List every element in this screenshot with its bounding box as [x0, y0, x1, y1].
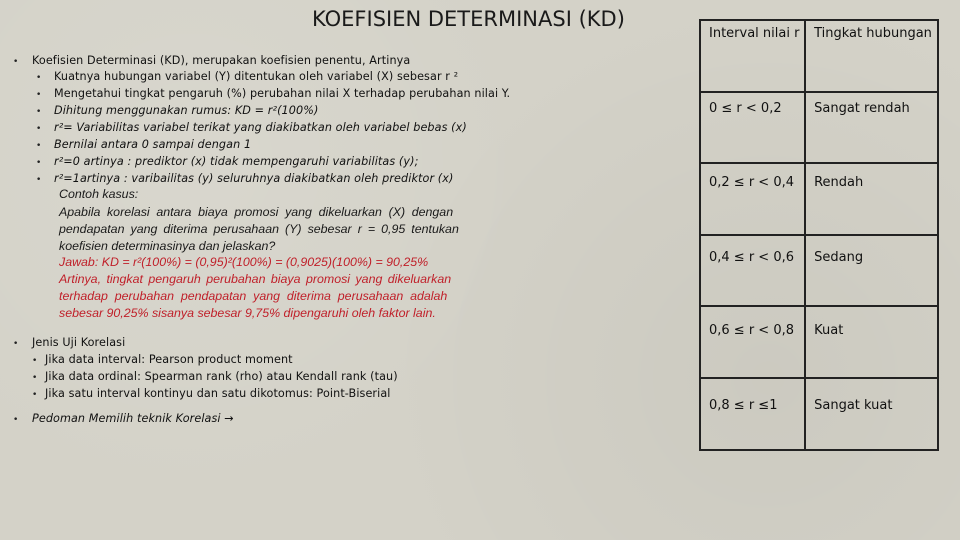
section1-bullet: r²= Variabilitas variabel terikat yang diakibatkan oleh variabel bebas (x) [54, 121, 467, 134]
example-question-line: Apabila korelasi antara biaya promosi yang dikeluarkan (X) dengan [59, 205, 454, 219]
section2-bullet: Jika satu interval kontinyu dan satu dikotomus: Point-Biserial [45, 387, 391, 400]
example-answer-line: Artinya, tingkat pengaruh perubahan biaya promosi yang dikeluarkan [59, 272, 452, 286]
page-title: KOEFISIEN DETERMINASI (KD) [312, 7, 625, 31]
bullet-dot: • [13, 415, 19, 425]
correlation-interval-table [699, 19, 939, 451]
table-header-cell: Interval nilai r [700, 20, 805, 92]
table-cell-level: Sangat kuat [805, 378, 938, 450]
table-header-cell: Tingkat hubungan [805, 20, 938, 92]
table-row [700, 235, 938, 307]
example-question-line: koefisien determinasinya dan jelaskan? [59, 239, 276, 253]
table-cell-interval: 0,6 ≤ r < 0,8 [700, 306, 805, 378]
bullet-dot: • [36, 107, 42, 117]
table-header-row [700, 20, 938, 92]
bullet-dot: • [36, 141, 42, 151]
bullet-dot: • [36, 175, 42, 185]
bullet-dot: • [36, 73, 42, 83]
bullet-dot: • [13, 57, 19, 67]
table-cell-level: Kuat [805, 306, 938, 378]
section1-bullet: r²=1artinya : varibailitas (y) seluruhnya diakibatkan oleh prediktor (x) [54, 172, 454, 185]
section1-bullet: Mengetahui tingkat pengaruh (%) perubahan nilai X terhadap perubahan nilai Y. [54, 87, 511, 100]
bullet-dot: • [32, 356, 38, 366]
section1-bullet: Bernilai antara 0 sampai dengan 1 [54, 138, 252, 151]
example-answer-line: Jawab: KD = r²(100%) = (0,95)²(100%) = (0,9025)(100%) = 90,25% [59, 255, 429, 269]
table-cell-interval: 0,2 ≤ r < 0,4 [700, 163, 805, 235]
section2-bullet: Jika data ordinal: Spearman rank (rho) atau Kendall rank (tau) [45, 370, 398, 383]
example-question-line: pendapatan yang diterima perusahaan (Y) sebesar r = 0,95 tentukan [59, 222, 459, 236]
table-row [700, 306, 938, 378]
table-cell-level: Rendah [805, 163, 938, 235]
table-cell-interval: 0,8 ≤ r ≤1 [700, 378, 805, 450]
table-cell-interval: 0 ≤ r < 0,2 [700, 92, 805, 164]
example-answer-line: sebesar 90,25% sisanya sebesar 9,75% dipengaruhi oleh faktor lain. [59, 306, 436, 320]
table-cell-interval: 0,4 ≤ r < 0,6 [700, 235, 805, 307]
bullet-dot: • [32, 373, 38, 383]
section2-bullet: Jika data interval: Pearson product moment [45, 353, 293, 366]
example-answer-line: terhadap perubahan pendapatan yang diterima perusahaan adalah [59, 289, 448, 303]
example-label: Contoh kasus: [59, 187, 139, 201]
bullet-dot: • [36, 158, 42, 168]
section2-heading: Jenis Uji Korelasi [32, 336, 126, 349]
bullet-dot: • [32, 390, 38, 400]
table-cell-level: Sedang [805, 235, 938, 307]
table-row [700, 378, 938, 450]
table-cell-level: Sangat rendah [805, 92, 938, 164]
bullet-dot: • [36, 124, 42, 134]
bullet-dot: • [13, 339, 19, 349]
table-row [700, 163, 938, 235]
section3-heading: Pedoman Memilih teknik Korelasi → [32, 412, 234, 425]
table-row [700, 92, 938, 164]
section1-bullet: Kuatnya hubungan variabel (Y) ditentukan oleh variabel (X) sebesar r ² [54, 70, 459, 83]
bullet-dot: • [36, 90, 42, 100]
section1-bullet: Dihitung menggunakan rumus: KD = r²(100%) [54, 104, 319, 117]
section1-heading: Koefisien Determinasi (KD), merupakan koefisien penentu, Artinya [32, 54, 411, 67]
section1-bullet: r²=0 artinya : prediktor (x) tidak mempengaruhi variabilitas (y); [54, 155, 419, 168]
